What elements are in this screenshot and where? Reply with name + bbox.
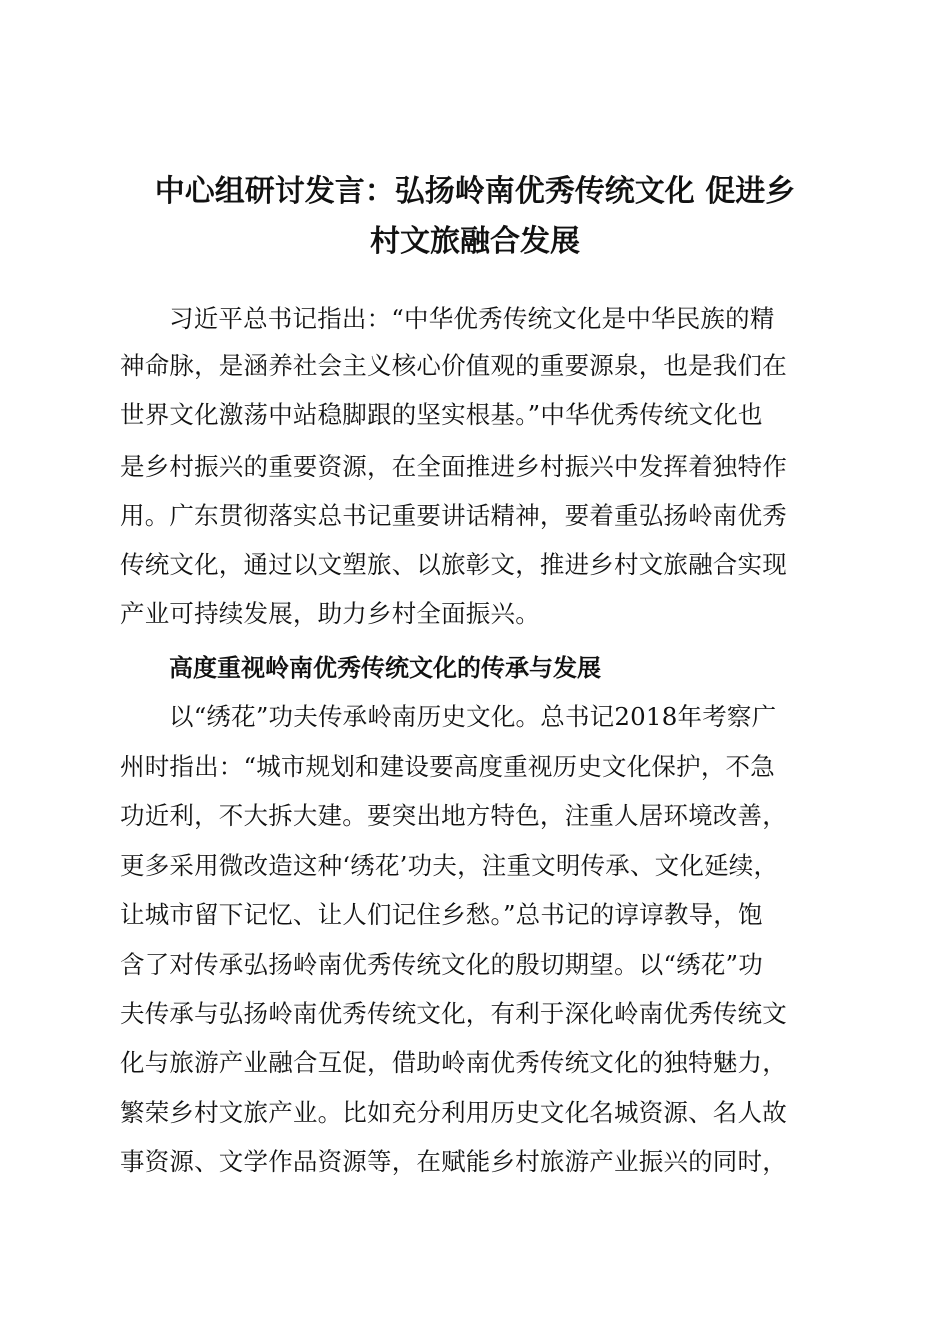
document-title-line-2: 村文旅融合发展 — [370, 224, 580, 259]
paragraph2-line-6: 含了对传承弘扬岭南优秀传统文化的殷切期望。以“绣花”功 — [120, 950, 763, 979]
paragraph2-line-9: 繁荣乡村文旅产业。比如充分利用历史文化名城资源、名人故 — [120, 1098, 787, 1127]
paragraph2-line-1: 以“绣花”功夫传承岭南历史文化。总书记2018年考察广 — [169, 702, 777, 731]
paragraph1-line-6: 传统文化，通过以文塑旅、以旅彰文，推进乡村文旅融合实现 — [120, 550, 787, 579]
paragraph1-line-4: 是乡村振兴的重要资源，在全面推进乡村振兴中发挥着独特作 — [120, 452, 787, 481]
paragraph1-line-7: 产业可持续发展，助力乡村全面振兴。 — [120, 599, 540, 628]
paragraph2-line-3: 功近利，不大拆大建。要突出地方特色，注重人居环境改善， — [120, 801, 787, 830]
paragraph1-line-3: 世界文化激荡中站稳脚跟的坚实根基。”中华优秀传统文化也 — [120, 400, 763, 429]
section-heading: 高度重视岭南优秀传统文化的传承与发展 — [169, 653, 601, 682]
paragraph1-line-2: 神命脉，是涵养社会主义核心价值观的重要源泉，也是我们在 — [120, 351, 787, 380]
paragraph2-line-7: 夫传承与弘扬岭南优秀传统文化，有利于深化岭南优秀传统文 — [120, 999, 787, 1028]
paragraph1-line-5: 用。广东贯彻落实总书记重要讲话精神，要着重弘扬岭南优秀 — [120, 501, 787, 530]
document-title-line-1: 中心组研讨发言：弘扬岭南优秀传统文化 促进乡 — [154, 174, 796, 209]
paragraph1-line-1: 习近平总书记指出：“中华优秀传统文化是中华民族的精 — [169, 304, 775, 333]
paragraph2-line-2: 州时指出：“城市规划和建设要高度重视历史文化保护，不急 — [120, 752, 775, 781]
paragraph2-line-8: 化与旅游产业融合互促，借助岭南优秀传统文化的独特魅力， — [120, 1048, 787, 1077]
paragraph2-line-5: 让城市留下记忆、让人们记住乡愁。”总书记的谆谆教导，饱 — [120, 900, 763, 929]
paragraph2-line-10: 事资源、文学作品资源等，在赋能乡村旅游产业振兴的同时， — [120, 1147, 787, 1176]
paragraph2-line-4: 更多采用微改造这种‘绣花’功夫，注重文明传承、文化延续， — [120, 851, 779, 880]
